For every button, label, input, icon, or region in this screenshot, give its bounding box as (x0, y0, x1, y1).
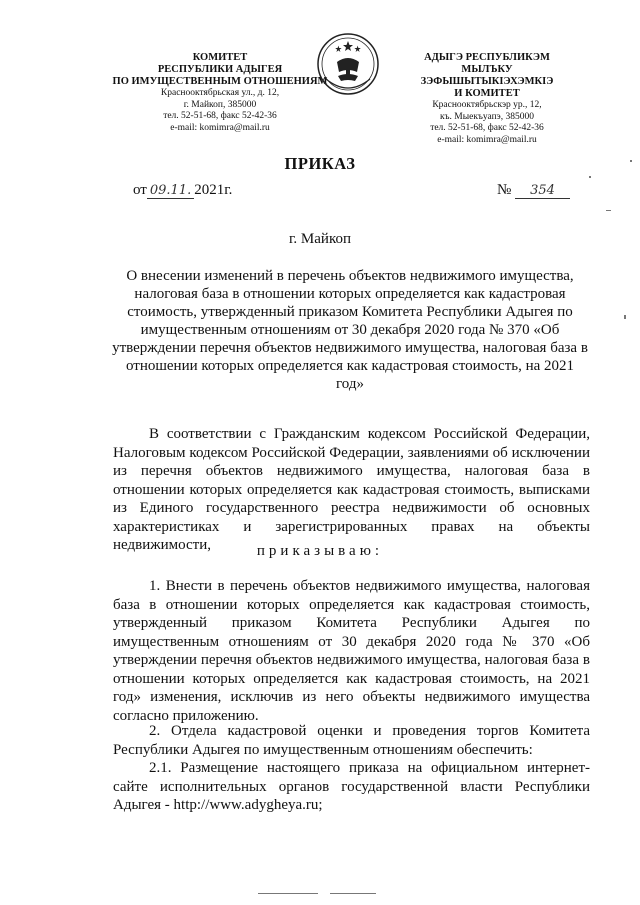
org-address: Краснооктябрьскэр ур., 12, (432, 100, 542, 110)
scan-speck (630, 160, 632, 162)
org-name-line: И КОМИТЕТ (454, 88, 520, 99)
org-address: г. Майкоп, 385000 (183, 99, 257, 110)
scan-speck (589, 176, 591, 178)
order-item-2: 2. Отдела кадастровой оценки и проведения торгов Комитета Республики Адыгея по имущественным отношениям обеспечить: (113, 723, 590, 758)
date-handwritten-value: 09.11. (147, 183, 194, 199)
org-email: e-mail: komimra@mail.ru (170, 122, 270, 133)
org-name-line: МЫЛЪКУ ЗЭФЫШЫТЫКІЭХЭМКІЭ (420, 64, 554, 87)
date-year: 2021г. (194, 182, 233, 198)
org-name-line: АДЫГЭ РЕСПУБЛИКЭМ (424, 52, 550, 63)
scan-speck (624, 315, 626, 319)
city-name: г. Майкоп (288, 231, 352, 247)
order-word: приказываю: (256, 543, 384, 559)
org-address: Краснооктябрьская ул., д. 12, (160, 88, 280, 98)
scan-line (258, 893, 318, 894)
order-item-1: 1. Внести в перечень объектов недвижимого имущества, налоговая база в отношении которых определяется как кадастровая стоимость, утвержденный приказом Комитета Республики Адыгея по имущественным отношениям от 30 декабря 2020 года № 370 «Об утверждении перечня объектов недвижимого имущества, налоговая база в отношении которых определяется как кадастровая стоимость, на 2021 год» изменения, исключив из него объекты недвижимого имущества согласно приложению. (113, 578, 590, 724)
org-phone: тел. 52-51-68, факс 52-42-36 (430, 123, 544, 133)
org-address: къ. Мыекъуапэ, 385000 (440, 111, 534, 122)
org-name-line: РЕСПУБЛИКИ АДЫГЕЯ (157, 64, 283, 75)
number-sign: № (497, 182, 512, 198)
document-title: ПРИКАЗ (284, 154, 356, 173)
order-date (133, 182, 232, 199)
order-item-2-1: 2.1. Размещение настоящего приказа на официальном интернет-сайте исполнительных органов государственной власти Республики Адыгея - http://www.adygheya.ru; (113, 760, 590, 813)
org-phone: тел. 52-51-68, факс 52-42-36 (163, 111, 277, 121)
header-left-block (110, 52, 330, 134)
date-prefix: от (133, 182, 147, 198)
scan-line (330, 893, 376, 894)
number-handwritten-value: 354 (515, 183, 570, 199)
org-name-line: КОМИТЕТ (192, 52, 248, 63)
header-right-block (412, 52, 562, 146)
org-name-line: ПО ИМУЩЕСТВЕННЫМ ОТНОШЕНИЯМ (112, 76, 328, 87)
org-email: e-mail: komimra@mail.ru (437, 134, 537, 145)
preamble-paragraph: В соответствии с Гражданским кодексом Российской Федерации, Налоговым кодексом Российской Федерации, заявлениями об исключении из перечня объектов недвижимого имущества, налоговая база в отношении которых определяется как кадастровая стоимость, выписками из Единого государственного реестра недвижимости об основных характеристиках и зарегистрированных правах на объекты недвижимости, (113, 426, 590, 553)
adygea-coat-of-arms-icon (308, 24, 388, 104)
order-subject: О внесении изменений в перечень объектов недвижимого имущества, налоговая база в отношении которых определяется как кадастровая стоимость, утвержденный приказом Комитета Республики Адыгея по имущественным отношениям от 30 декабря 2020 года № 370 «Об утверждении перечня объектов недвижимого имущества, налоговая база в отношении которых определяется как кадастровая стоимость, на 2021 год» (112, 268, 588, 392)
scan-speck (606, 210, 611, 211)
order-number (497, 182, 570, 199)
